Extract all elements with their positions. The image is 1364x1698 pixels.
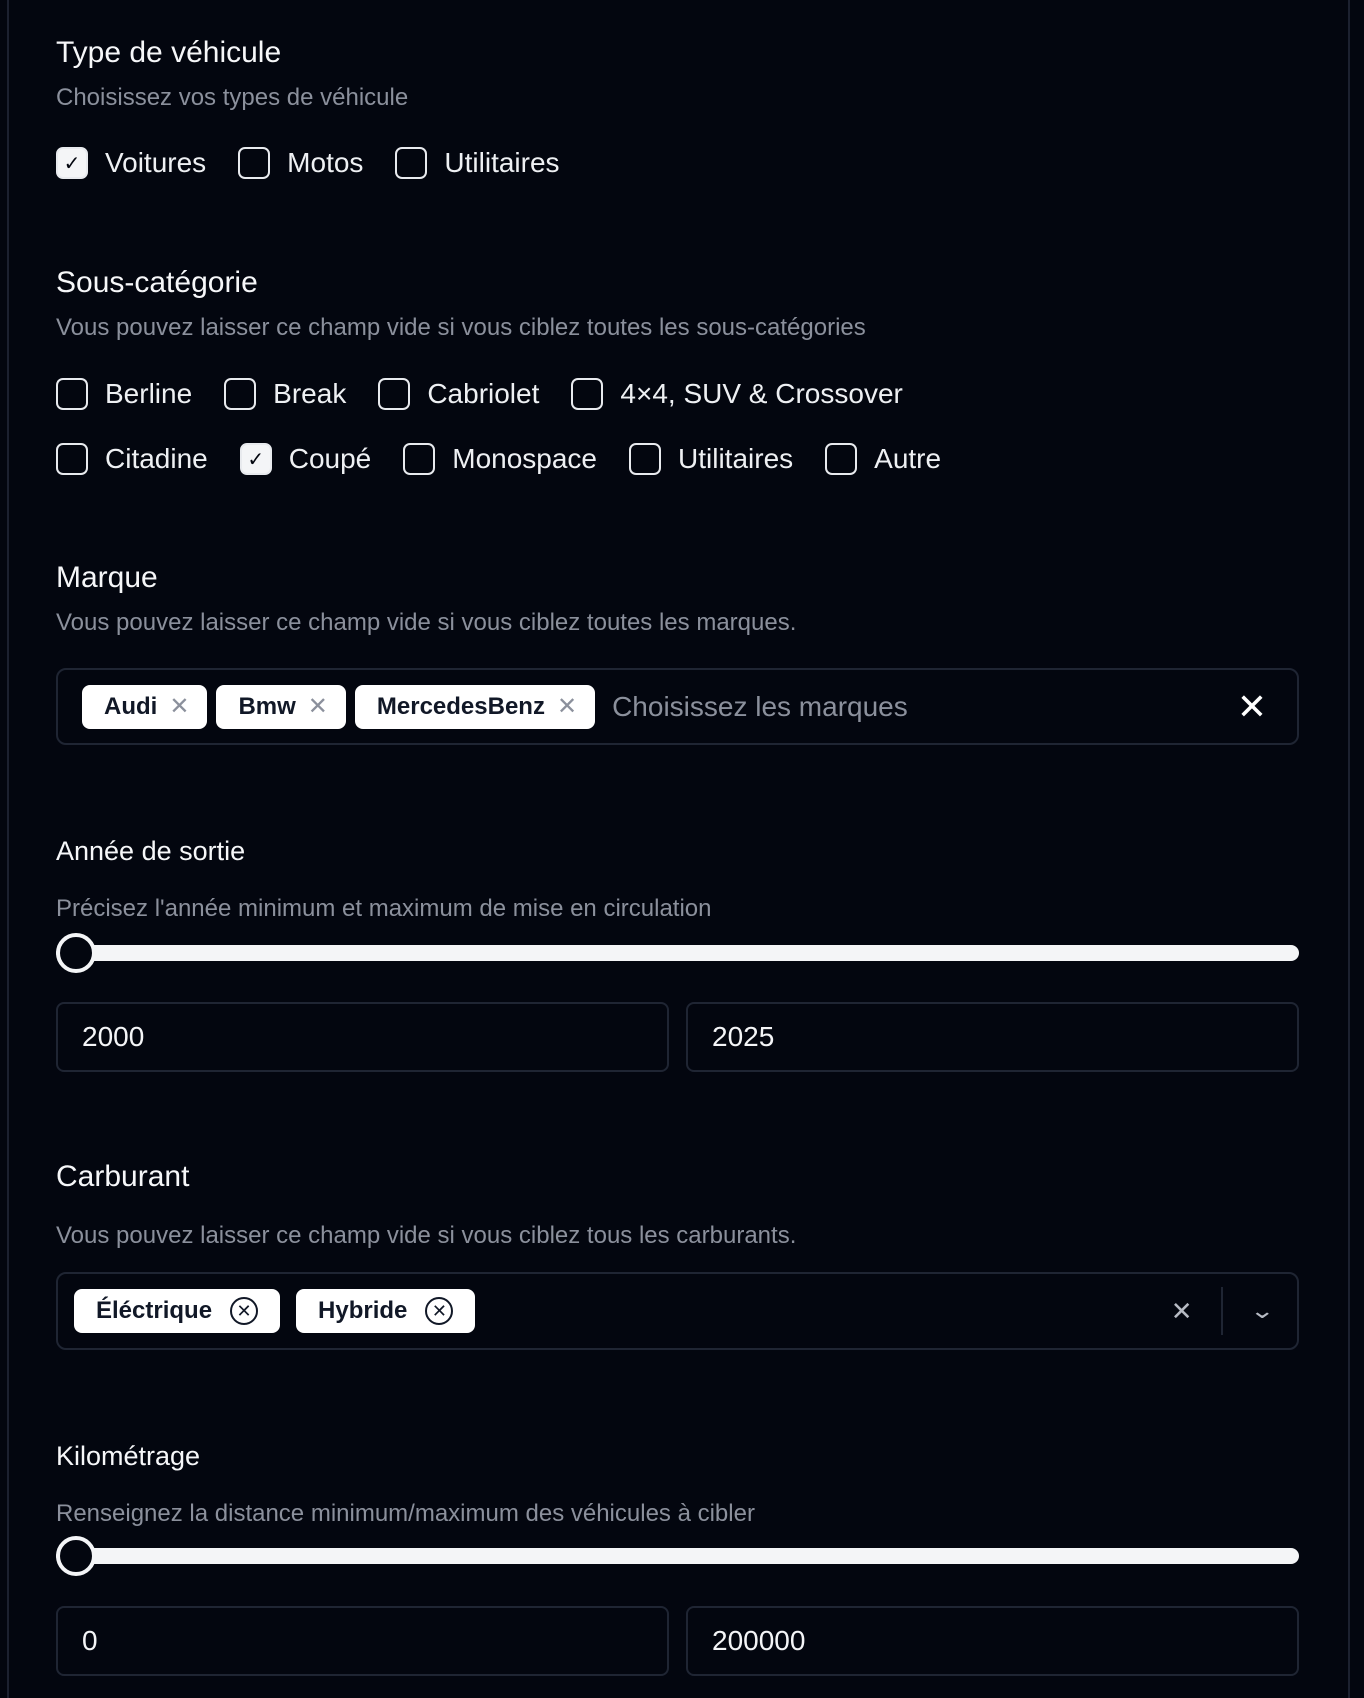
checkbox-box [395,147,427,179]
checkbox-label: Voitures [105,147,207,178]
slider-thumb[interactable] [56,1536,96,1576]
chip-label: MercedesBenz [376,692,545,720]
slider-thumb[interactable] [56,933,96,973]
chip-label: Éléctrique [96,1297,213,1324]
checkbox-motos[interactable] [238,147,363,179]
mileage-range-slider[interactable] [56,1548,1299,1564]
checkbox-box [56,443,88,475]
brand-description: Vous pouvez laisser ce champ vide si vous ciblez toutes les marques. [56,609,797,636]
brand-chip-mercedes [355,685,595,729]
year-description: Précisez l'année minimum et maximum de mise en circulation [56,895,712,922]
checkbox-label: Utilitaires [678,443,794,474]
vehicle-type-options [56,147,592,179]
checkbox-label: Cabriolet [427,378,540,409]
chip-label: Bmw [238,692,296,720]
checkbox-voitures[interactable] [56,147,206,179]
checkbox-break[interactable] [224,378,346,410]
checkbox-box [378,378,410,410]
mileage-description: Renseignez la distance minimum/maximum des véhicules à cibler [56,1500,755,1527]
checkbox-label: Utilitaires [444,147,560,178]
clear-icon[interactable]: ✕ [1236,685,1267,727]
remove-icon[interactable]: ✕ [169,693,190,720]
remove-icon[interactable]: ✕ [307,693,328,720]
mileage-title: Kilométrage [56,1441,201,1471]
divider [1221,1287,1223,1335]
chevron-down-icon[interactable]: ⌄ [1248,1298,1275,1323]
checkbox-label: Autre [874,443,942,474]
fuel-description: Vous pouvez laisser ce champ vide si vous ciblez tous les carburants. [56,1222,797,1249]
checkbox-box [825,443,857,475]
checkbox-autre[interactable] [825,443,941,475]
brand-chip-bmw [216,685,345,729]
subcategory-description: Vous pouvez laisser ce champ vide si vous ciblez toutes les sous-catégories [56,314,866,341]
vehicle-type-description: Choisissez vos types de véhicule [56,84,409,111]
checkbox-box [238,147,270,179]
year-max-input[interactable] [686,1002,1299,1072]
checkbox-box [629,443,661,475]
remove-circle-icon[interactable]: ✕ [230,1297,258,1325]
fuel-chip-hybride [296,1289,475,1333]
subcategory-row-1 [56,378,935,410]
vehicle-type-title: Type de véhicule [56,36,282,69]
fuel-multiselect[interactable] [56,1272,1299,1350]
remove-icon[interactable]: ✕ [556,693,578,720]
year-min-input[interactable] [56,1002,669,1072]
checkbox-label: Coupé [288,443,372,474]
checkbox-utilitaires[interactable] [395,147,559,179]
year-range-slider[interactable] [56,945,1299,961]
brand-search-input[interactable]: Choisissez les marques [612,690,908,722]
checkbox-label: Motos [287,147,364,178]
checkbox-label: Berline [105,378,193,409]
checkbox-box [56,378,88,410]
subcategory-title: Sous-catégorie [56,266,258,299]
brand-chip-audi [82,685,207,729]
clear-icon[interactable]: ✕ [1170,1295,1193,1326]
chip-label: Hybride [318,1297,408,1324]
checkbox-label: Citadine [105,443,208,474]
check-icon: ✓ [56,147,88,179]
checkbox-label: Break [273,378,347,409]
remove-circle-icon[interactable]: ✕ [425,1297,453,1325]
checkbox-berline[interactable] [56,378,192,410]
checkbox-cabriolet[interactable] [378,378,539,410]
mileage-min-input[interactable] [56,1606,669,1676]
checkbox-label: 4×4, SUV & Crossover [620,378,903,409]
checkbox-coupe[interactable] [240,443,372,475]
subcategory-row-2 [56,443,973,475]
mileage-max-input[interactable] [686,1606,1299,1676]
checkbox-monospace[interactable] [403,443,597,475]
brand-title: Marque [56,561,158,594]
brand-multiselect[interactable] [56,668,1299,745]
chip-label: Audi [104,692,158,720]
checkbox-citadine[interactable] [56,443,208,475]
checkbox-utilitaires-sub[interactable] [629,443,793,475]
checkbox-suv[interactable] [571,378,902,410]
fuel-chip-electrique [74,1289,280,1333]
checkbox-label: Monospace [452,443,598,474]
check-icon: ✓ [240,443,272,475]
fuel-title: Carburant [56,1160,190,1193]
checkbox-box [403,443,435,475]
year-title: Année de sortie [56,836,246,866]
checkbox-box [224,378,256,410]
checkbox-box [571,378,603,410]
